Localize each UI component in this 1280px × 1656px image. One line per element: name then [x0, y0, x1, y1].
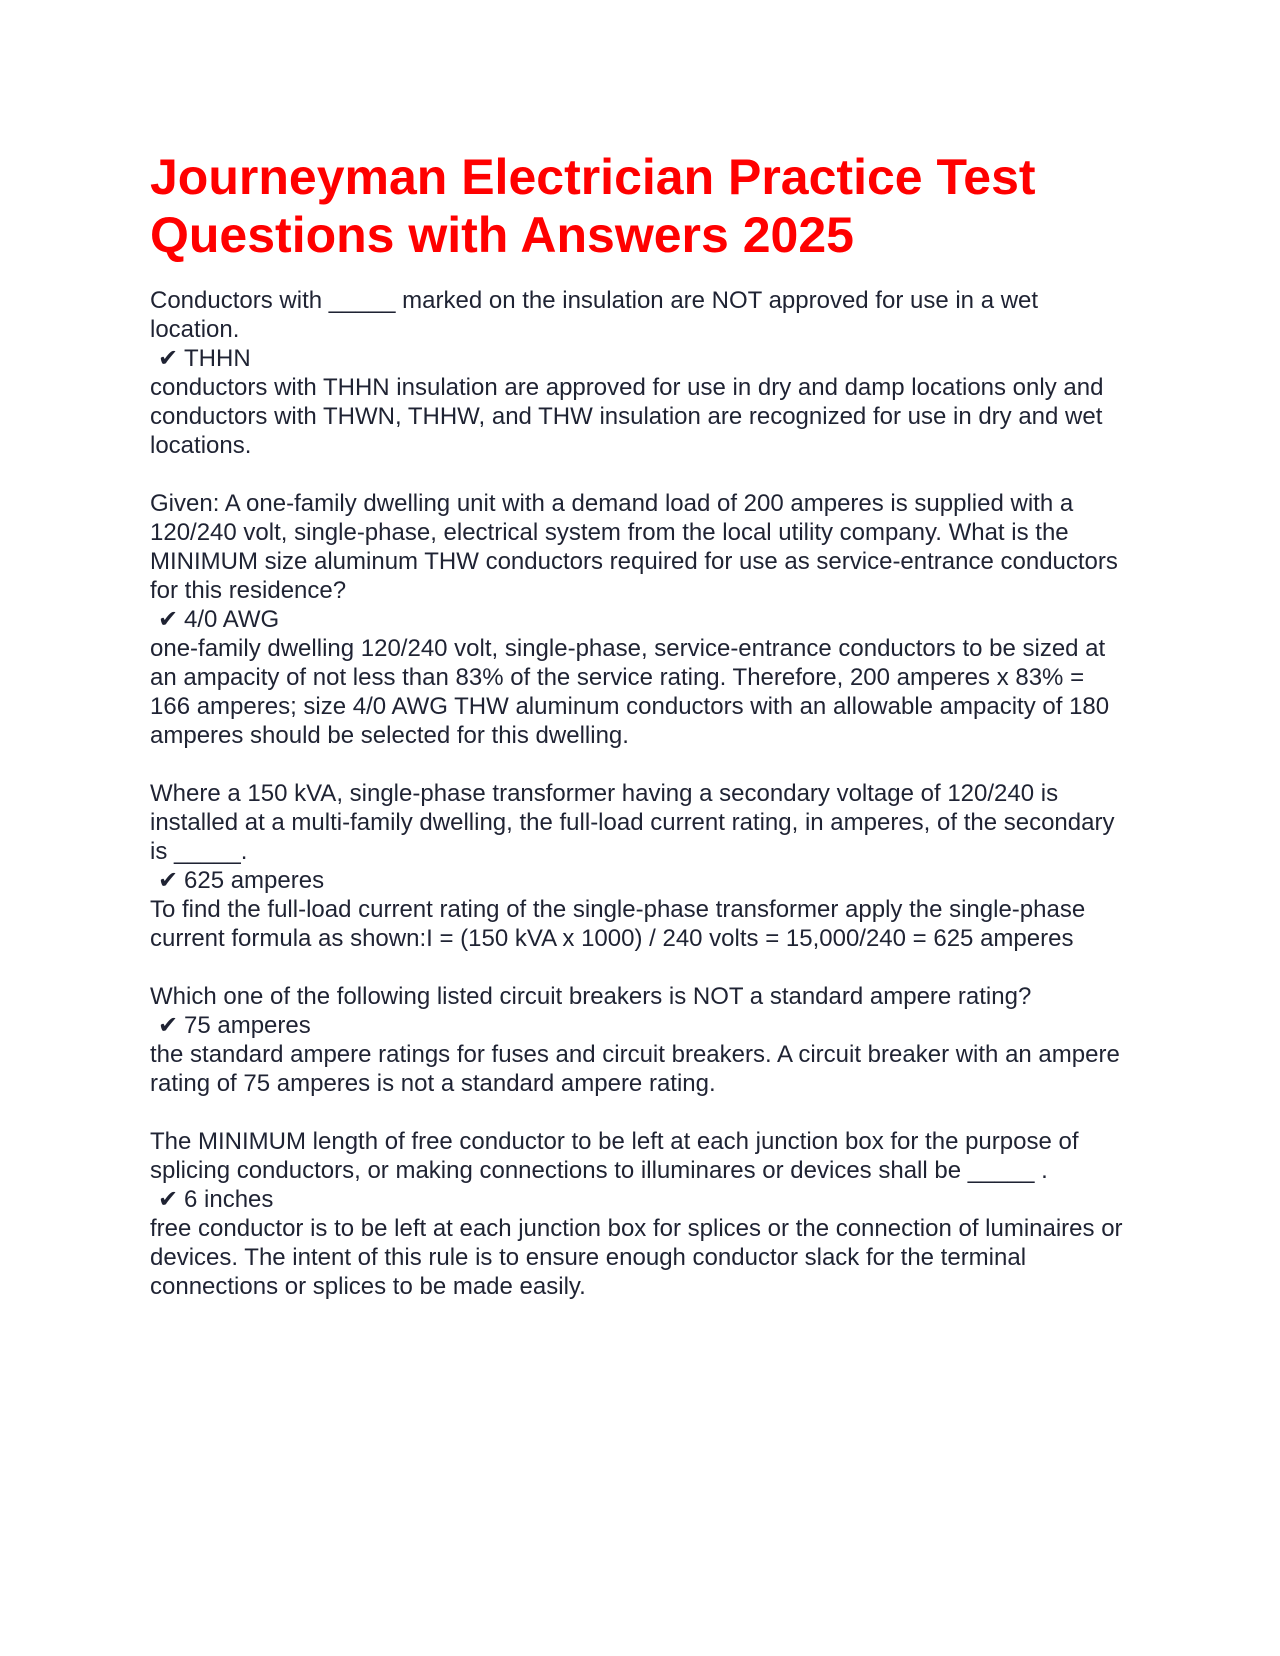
question-text: The MINIMUM length of free conductor to be left at each junction box for the purpose of splicing conductors, or making connections to illuminares or devices shall be _____ .: [150, 1128, 1079, 1184]
answer-line: [150, 1185, 1130, 1214]
answer-text: 625 amperes: [184, 867, 325, 894]
checkmark-icon: ✔: [158, 1186, 179, 1213]
explanation-text: the standard ampere ratings for fuses and circuit breakers. A circuit breaker with an ampere rating of 75 amperes is not a standard ampere rating.: [150, 1041, 1120, 1097]
explanation-text: To find the full-load current rating of the single-phase transformer apply the single-phase current formula as shown:I = (150 kVA x 1000) / 240 volts = 15,000/240 = 625 amperes: [150, 896, 1086, 952]
explanation-text: one-family dwelling 120/240 volt, single-phase, service-entrance conductors to be sized at an ampacity of not less than 83% of the service rating. Therefore, 200 amperes x 83% = 166 amperes; size 4/0 AWG THW aluminum conductors with an allowable ampacity of 180 amperes should be selected for this dwelling.: [150, 635, 1110, 749]
explanation-text: conductors with THHN insulation are approved for use in dry and damp locations only and conductors with THWN, THHW, and THW insulation are recognized for use in dry and wet locations.: [150, 374, 1104, 459]
qa-item: [150, 779, 1130, 953]
answer-line: [150, 605, 1130, 634]
answer-line: [150, 344, 1130, 373]
qa-item: [150, 489, 1130, 750]
question-text: Conductors with _____ marked on the insulation are NOT approved for use in a wet location.: [150, 287, 1039, 343]
answer-line: [150, 1011, 1130, 1040]
title-line-2: Questions with Answers 2025: [150, 207, 854, 263]
answer-text: 75 amperes: [184, 1012, 311, 1039]
question-text: Where a 150 kVA, single-phase transformer having a secondary voltage of 120/240 is installed at a multi-family dwelling, the full-load current rating, in amperes, of the secondary is _____.: [150, 780, 1115, 865]
qa-item: [150, 1127, 1130, 1301]
answer-text: THHN: [184, 345, 251, 372]
answer-text: 4/0 AWG: [184, 606, 280, 633]
question-text: Given: A one-family dwelling unit with a demand load of 200 amperes is supplied with a 120/240 volt, single-phase, electrical system from the local utility company. What is the MINIMUM size aluminum THW conductors required for use as service-entrance conductors for this residence?: [150, 490, 1118, 604]
checkmark-icon: ✔: [158, 867, 179, 894]
checkmark-icon: ✔: [158, 606, 179, 633]
explanation-text: free conductor is to be left at each junction box for splices or the connection of luminaires or devices. The intent of this rule is to ensure enough conductor slack for the terminal connections or splices to be made easily.: [150, 1215, 1123, 1300]
document-title: [150, 148, 1130, 264]
checkmark-icon: ✔: [158, 345, 179, 372]
title-line-1: Journeyman Electrician Practice Test: [150, 149, 1036, 205]
qa-list: [150, 286, 1130, 1301]
answer-text: 6 inches: [184, 1186, 274, 1213]
document-page: [150, 148, 1130, 1330]
answer-line: [150, 866, 1130, 895]
question-text: Which one of the following listed circuit breakers is NOT a standard ampere rating?: [150, 983, 1032, 1010]
qa-item: [150, 286, 1130, 460]
qa-item: [150, 982, 1130, 1098]
checkmark-icon: ✔: [158, 1012, 179, 1039]
